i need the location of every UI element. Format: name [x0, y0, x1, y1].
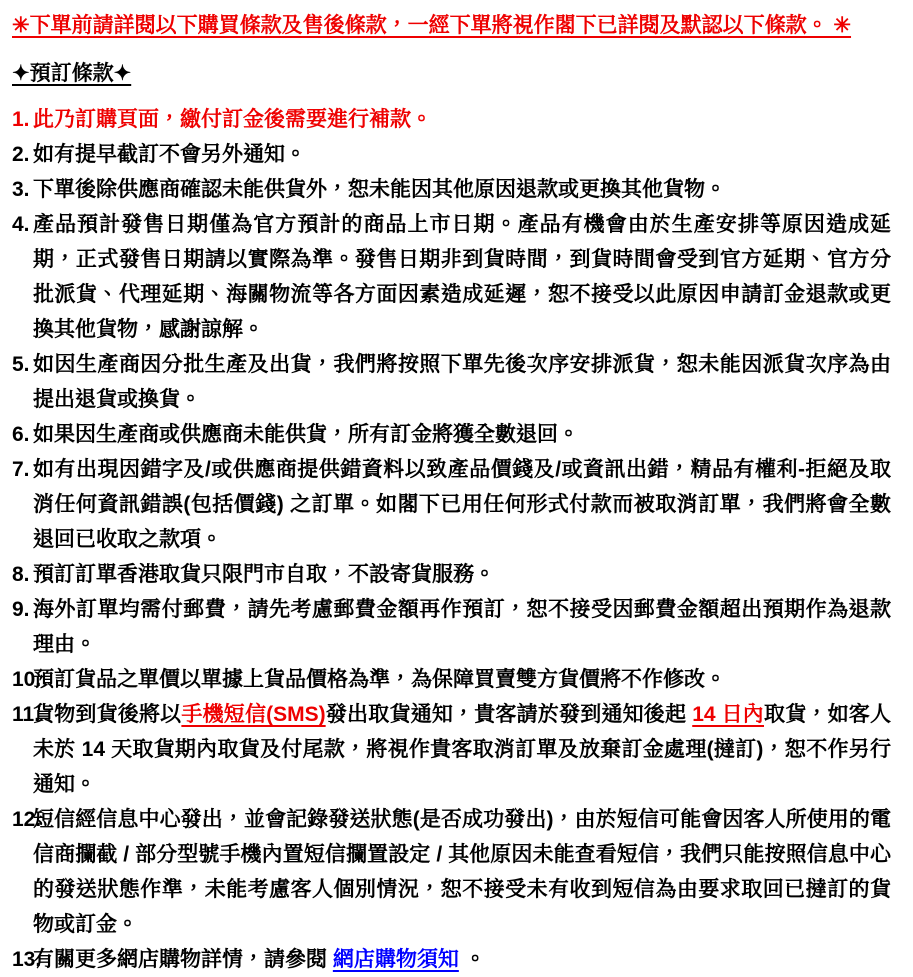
term-item: [12, 137, 891, 172]
term-item: [12, 347, 891, 417]
term-text-run: 發出取貨通知，貴客請於發到通知後起: [325, 703, 693, 726]
term-item: [12, 207, 891, 347]
term-item: [12, 942, 891, 977]
term-number: 11.: [12, 703, 41, 726]
term-item: [12, 592, 891, 662]
term-number: 7.: [12, 458, 30, 481]
term-number: 9.: [12, 598, 30, 621]
term-number: 1.: [12, 108, 30, 131]
term-number: 5.: [12, 353, 30, 376]
section-heading: ✦預訂條款✦: [12, 62, 132, 85]
term-item: [12, 662, 891, 697]
terms-list: [12, 102, 891, 977]
term-text-run: 有關更多網店購物詳情，請參閱: [33, 948, 333, 971]
term-item: [12, 417, 891, 452]
term-text-run: 此乃訂購頁面，繳付訂金後需要進行補款。: [33, 108, 432, 131]
term-item: [12, 172, 891, 207]
term-text-run: 14 日內: [692, 703, 764, 726]
term-item: [12, 697, 891, 802]
term-text-run: 如果因生產商或供應商未能供貨，所有訂金將獲全數退回。: [33, 423, 579, 446]
term-text-run: 海外訂單均需付郵費，請先考慮郵費金額再作預訂，恕不接受因郵費金額超出預期作為退款理由。: [33, 598, 891, 656]
term-text-run: 如因生產商因分批生產及出貨，我們將按照下單先後次序安排派貨，恕未能因派貨次序為由提出退貨或換貨。: [33, 353, 891, 411]
term-number: 12.: [12, 808, 42, 831]
term-item: [12, 452, 891, 557]
term-text-run: 取貨，如客人未於 14 天取貨期內取貨及付尾款，將視作貴客取消訂單及放棄訂金處理(撻訂)，恕不作另行通知。: [33, 703, 891, 796]
term-text-run: 如有出現因錯字及/或供應商提供錯資料以致產品價錢及/或資訊出錯，精品有權利-拒絕及取消任何資訊錯誤(包括價錢) 之訂單。如閣下已用任何形式付款而被取消訂單，我們將會全數退回已收取之款項。: [33, 458, 891, 551]
term-item: [12, 557, 891, 592]
term-number: 3.: [12, 178, 30, 201]
page-title: ✳下單前請詳閱以下購買條款及售後條款，一經下單將視作閣下已詳閱及默認以下條款。 ✳: [12, 14, 852, 37]
term-text-run: 預訂訂單香港取貨只限門市自取，不設寄貨服務。: [33, 563, 495, 586]
term-text-run: 。: [458, 948, 486, 971]
term-text-run: 下單後除供應商確認未能供貨外，恕未能因其他原因退款或更換其他貨物。: [33, 178, 726, 201]
term-number: 4.: [12, 213, 30, 236]
term-text-run: 預訂貨品之單價以單據上貨品價格為準，為保障買賣雙方貨價將不作修改。: [33, 668, 726, 691]
term-text-run: 短信經信息中心發出，並會記錄發送狀態(是否成功發出)，由於短信可能會因客人所使用的電信商攔截 / 部分型號手機內置短信攔置設定 / 其他原因未能查看短信，我們只能按照信息中心的發送狀態作準，未能考慮客人個別情況，恕不接受未有收到短信為由要求取回已撻訂的貨物或訂金。: [33, 808, 891, 936]
term-number: 13.: [12, 948, 42, 971]
term-text-run: 貨物到貨後將以: [33, 703, 182, 726]
term-number: 10.: [12, 668, 42, 691]
term-number: 6.: [12, 423, 30, 446]
term-text-run: 產品預計發售日期僅為官方預計的商品上市日期。產品有機會由於生產安排等原因造成延期，正式發售日期請以實際為準。發售日期非到貨時間，到貨時間會受到官方延期、官方分批派貨、代理延期、海關物流等各方面因素造成延遲，恕不接受以此原因申請訂金退款或更換其他貨物，感謝諒解。: [33, 213, 891, 341]
term-item: [12, 802, 891, 942]
term-text-run: 手機短信(SMS): [181, 703, 326, 726]
term-number: 8.: [12, 563, 30, 586]
term-item: [12, 102, 891, 137]
term-number: 2.: [12, 143, 30, 166]
term-text-run: 如有提早截訂不會另外通知。: [33, 143, 306, 166]
store-shopping-guide-link[interactable]: 網店購物須知: [332, 948, 459, 971]
